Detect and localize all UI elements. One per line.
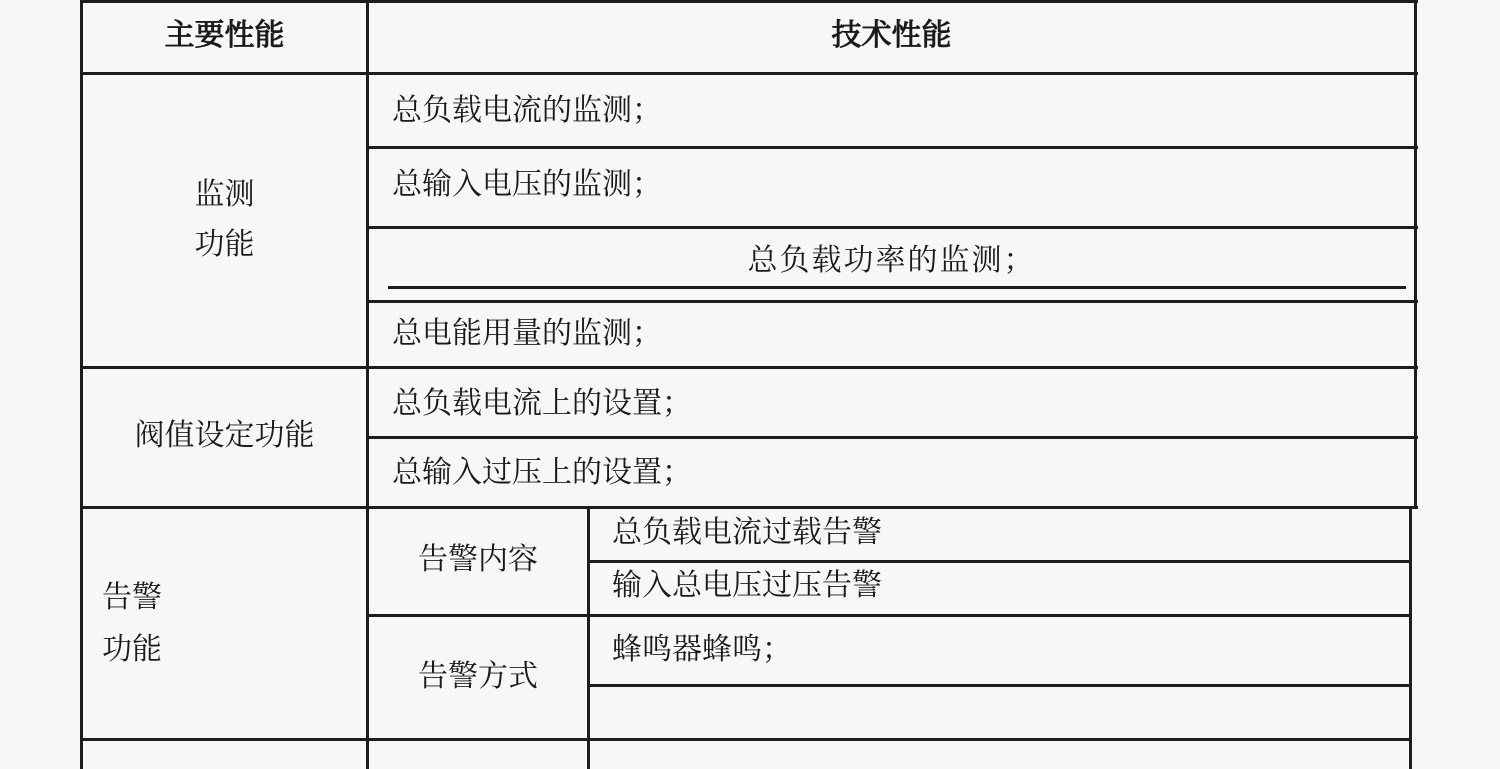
spec-item: 总负载电流上的设置； — [392, 386, 692, 421]
category-alarm-line1: 告警 — [102, 580, 162, 615]
alarm-content-label: 告警内容 — [418, 542, 538, 577]
section-divider — [80, 506, 1418, 509]
row-divider — [367, 300, 1418, 303]
category-alarm-line2: 功能 — [102, 632, 162, 667]
spec-item: 总输入过压上的设置； — [392, 455, 692, 490]
category-monitoring-line1: 监测 — [194, 177, 255, 212]
table-top-border — [80, 0, 1418, 3]
spec-item: 总负载功率的监测； — [747, 243, 1036, 278]
row-divider — [367, 226, 1418, 229]
category-threshold: 阀值设定功能 — [134, 418, 315, 453]
spec-item: 总负载电流的监测； — [392, 93, 662, 128]
column-divider — [366, 0, 369, 769]
header-main-performance: 主要性能 — [164, 18, 285, 53]
table-right-border — [1414, 0, 1417, 509]
row-divider — [367, 614, 1412, 617]
table-right-border — [1409, 506, 1412, 769]
header-bottom-border — [80, 72, 1418, 75]
row-divider — [388, 286, 1406, 289]
spec-item: 总输入电压的监测； — [392, 167, 662, 202]
alarm-content-item: 总负载电流过载告警 — [612, 515, 882, 550]
column-divider — [587, 506, 590, 769]
section-divider — [80, 738, 1412, 741]
row-divider — [367, 436, 1418, 439]
row-divider — [588, 560, 1412, 563]
spec-item: 总电能用量的监测； — [392, 316, 662, 351]
alarm-content-item: 输入总电压过压告警 — [612, 568, 882, 603]
row-divider — [588, 684, 1412, 687]
alarm-method-label: 告警方式 — [418, 659, 538, 694]
row-divider — [367, 146, 1418, 149]
table-left-border — [80, 0, 83, 769]
section-divider — [80, 366, 1418, 369]
header-technical-performance: 技术性能 — [831, 18, 952, 53]
alarm-method-item: 蜂鸣器蜂鸣； — [612, 632, 792, 667]
category-monitoring-line2: 功能 — [194, 227, 255, 262]
